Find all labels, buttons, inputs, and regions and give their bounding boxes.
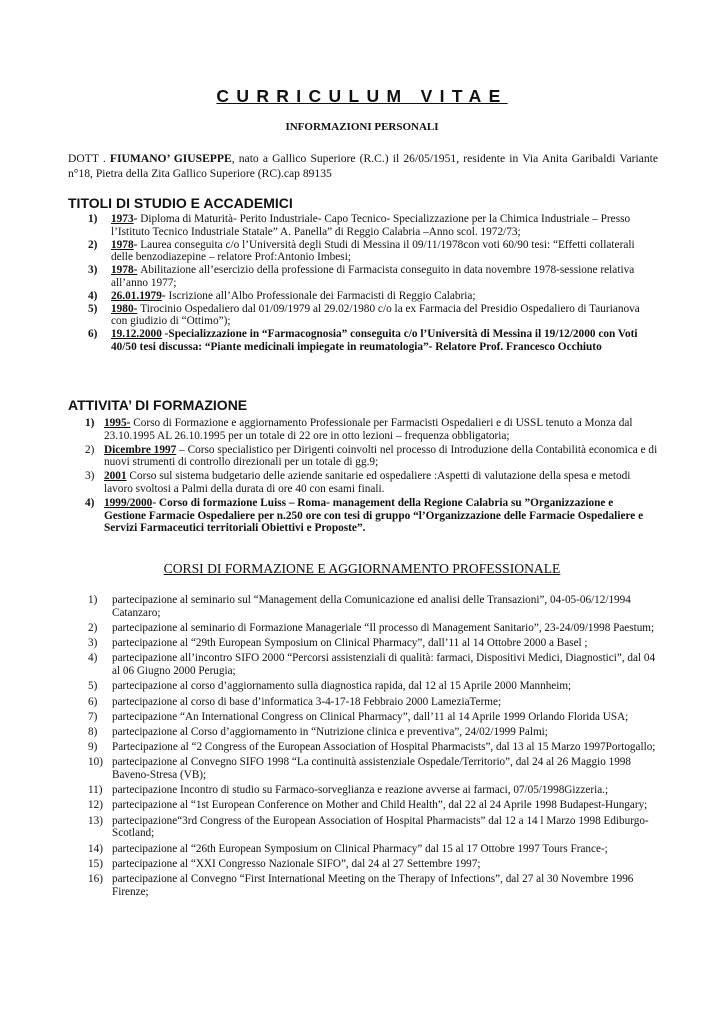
- item-date: Dicembre 1997: [104, 443, 177, 456]
- corsi-item: [88, 637, 658, 650]
- corsi-item: [88, 594, 658, 620]
- item-text: Iscrizione all’Albo Professionale dei Farmacisti di Reggio Calabria;: [168, 289, 476, 302]
- item-number: 5): [88, 302, 98, 315]
- item-text: partecipazione al seminario sul “Management della Comunicazione ed analisi delle Transazioni”, 04-05-06/12/1994 Catanzaro;: [112, 594, 631, 619]
- item-number: 10): [88, 756, 103, 769]
- item-text: Tirocinio Ospedaliero dal 01/09/1979 al 29.02/1980 c/o la ex Farmacia del Presidio Ospedaliero di Taurianova con giudizio di “Ottimo”);: [111, 302, 640, 328]
- item-text: partecipazione al Convegno SIFO 1998 “La continuità assistenziale Ospedale/Territorio”, dal 24 al 26 Maggio 1998 Baveno-Stresa (VB);: [112, 756, 631, 782]
- corsi-item: [88, 680, 658, 693]
- section-personal-info-title: INFORMAZIONI PERSONALI: [285, 121, 439, 133]
- item-text: partecipazione al “26th European Symposium on Clinical Pharmacy” dal 15 al 17 Ottobre 1997 Tours France-;: [112, 842, 608, 855]
- item-number: 6): [88, 328, 98, 341]
- item-text: partecipazione Incontro di studio su Farmaco-sorveglianza e reazione avverse ai farmaci, 07/05/1998Gizzeria.;: [112, 784, 609, 797]
- item-number: 2): [88, 238, 98, 251]
- item-text: partecipazione al corso di base d’informatica 3-4-17-18 Febbraio 2000 LameziaTerme;: [112, 695, 502, 708]
- item-number: 8): [88, 725, 98, 738]
- item-date: 1973: [111, 213, 134, 225]
- item-number: 9): [88, 741, 98, 754]
- item-number: 2): [85, 443, 95, 456]
- item-number: 7): [88, 710, 98, 723]
- item-number: 11): [88, 784, 103, 797]
- item-sep: -: [133, 213, 141, 225]
- attivita-item: [85, 470, 658, 496]
- corsi-item: [88, 858, 658, 871]
- corsi-item: [88, 815, 658, 841]
- item-date: 1999/2000: [104, 496, 153, 509]
- item-number: 6): [88, 695, 98, 708]
- titoli-item: [88, 303, 658, 328]
- corsi-item: [88, 756, 658, 782]
- item-number: 13): [88, 814, 103, 827]
- heading-corsi: CORSI DI FORMAZIONE E AGGIORNAMENTO PROFESSIONALE: [163, 561, 561, 576]
- corsi-list: [88, 594, 658, 901]
- item-text: partecipazione al “XXI Congresso Nazionale SIFO”, dal 24 al 27 Settembre 1997;: [112, 857, 481, 870]
- item-number: 1): [88, 594, 98, 606]
- document-title: CURRICULUM VITAE: [216, 86, 508, 106]
- item-date: 26.01.1979: [111, 289, 162, 302]
- corsi-item: [88, 711, 658, 724]
- item-text: Laurea conseguita c/o l’Università degli Studi di Messina il 09/11/1978con voti 60/90 tesi: “Effetti collaterali delle benzodiazepine – relatore Prof:Antonio Imbesi;: [111, 238, 635, 264]
- item-number: 1): [88, 213, 98, 225]
- item-number: 3): [85, 470, 95, 483]
- item-date: 1980-: [111, 302, 138, 315]
- item-text: partecipazione “An International Congress on Clinical Pharmacy”, dall’11 al 14 Aprile 1999 Orlando Florida USA;: [112, 710, 629, 723]
- item-sep: -: [133, 238, 141, 251]
- item-text: partecipazione al “1st European Conference on Mother and Child Health”, dal 22 al 24 Aprile 1998 Budapest-Hungary;: [112, 799, 648, 812]
- item-date: 2001: [104, 470, 127, 483]
- item-text: partecipazione all’incontro SIFO 2000 “Percorsi assistenziali di qualità: farmaci, Dispositivi Medici, Diagnostici”, dal 04 al 06 Giugno 2000 Perugia;: [112, 652, 656, 678]
- corsi-item: [88, 726, 658, 739]
- item-text: partecipazione al corso d’aggiornamento sulla diagnostica rapida, dal 12 al 15 Aprile 2000 Mannheim;: [112, 680, 572, 693]
- attivita-item: [85, 497, 658, 535]
- item-date: 1978: [111, 238, 134, 251]
- titoli-item: [88, 213, 658, 238]
- item-date: 1995-: [104, 417, 131, 429]
- item-number: 2): [88, 621, 98, 634]
- item-text: partecipazione al Corso d’aggiornamento in “Nutrizione clinica e preventiva”, 24/02/1999 Palmi;: [112, 725, 548, 738]
- attivita-list: [85, 417, 658, 536]
- attivita-item: [85, 444, 658, 470]
- heading-titoli: TITOLI DI STUDIO E ACCADEMICI: [68, 195, 293, 211]
- item-number: 4): [88, 652, 98, 665]
- corsi-item: [88, 741, 658, 754]
- corsi-item: [88, 696, 658, 709]
- item-number: 3): [88, 637, 98, 650]
- item-number: 14): [88, 842, 103, 855]
- item-text: Corso sul sistema budgetario delle aziende sanitarie ed ospedaliere :Aspetti di valutazione della spesa e metodi lavoro svoltosi a Palmi della durata di ore 40 con esami finali.: [104, 470, 631, 495]
- item-number: 4): [88, 289, 98, 302]
- item-number: 1): [85, 417, 95, 429]
- corsi-item: [88, 843, 658, 856]
- personal-info-paragraph: [68, 152, 658, 181]
- corsi-item: [88, 784, 658, 797]
- personal-prefix: DOTT .: [68, 152, 110, 165]
- item-text: -Specializzazione in “Farmacognosia” conseguita c/o l’Università di Messina il 19/12/2000 con Voti 40/50 tesi discussa: “Piante medicinali impiegate in reumatologia”- Relatore Prof. Francesco Occhiuto: [111, 328, 638, 353]
- item-number: 3): [88, 264, 98, 277]
- item-number: 4): [85, 496, 95, 509]
- titoli-item: [88, 239, 658, 264]
- item-number: 15): [88, 857, 103, 870]
- item-text: Corso di Formazione e aggiornamento Professionale per Farmacisti Ospedalieri e di USSL tenuto a Monza dal 23.10.1995 AL 26.10.1995 per un totale di 22 ore in otto lezioni – frequenza obbligatoria;: [104, 417, 633, 442]
- item-sep: -: [161, 289, 169, 302]
- corsi-item: [88, 622, 658, 635]
- personal-details: , nato a Gallico Superiore (R.C.) il 26/05/1951, residente in Via Anita Garibaldi Variante n°18, Pietra della Zita Gallico Superiore (RC).cap 89135: [68, 152, 658, 180]
- item-number: 12): [88, 799, 103, 812]
- item-text: Abilitazione all’esercizio della professione di Farmacista conseguito in data novembre 1978-sessione relativa all’anno 1977;: [111, 264, 635, 289]
- item-text: – Corso specialistico per Dirigenti coinvolti nel processo di Introduzione della Contabilità economica e di nuovi strumenti di controllo direzionali per un totale di gg.9;: [104, 443, 658, 469]
- item-date: 19.12.2000: [111, 328, 162, 341]
- item-text: - Corso di formazione Luiss – Roma- management della Regione Calabria su ”Organizzazione e Gestione Farmacie Ospedaliere per n.250 ore con tesi di gruppo “l’Organizzazione delle Farmacie Ospedaliere e Servizi Farmaceutici territoriali Obiettivi e Proposte”.: [104, 496, 644, 535]
- item-text: Partecipazione al “2 Congress of the European Association of Hospital Pharmacists”, dal 13 al 15 Marzo 1997Portogallo;: [112, 741, 656, 754]
- titoli-item: [88, 328, 658, 353]
- personal-name: FIUMANO’ GIUSEPPE: [109, 152, 232, 165]
- titoli-item: [88, 290, 658, 303]
- item-text: Diploma di Maturità- Perito Industriale- Capo Tecnico- Specializzazione per la Chimica Industriale – Presso l’Istituto Tecnico Industriale Statale” A. Panella” di Reggio Calabria –Anno scol. 1972/73;: [111, 213, 631, 238]
- item-number: 16): [88, 873, 103, 885]
- heading-attivita: ATTIVITA’ DI FORMAZIONE: [68, 397, 248, 413]
- item-text: partecipazione al “29th European Symposium on Clinical Pharmacy”, dall’11 al 14 Ottobre 2000 a Basel ;: [112, 637, 588, 650]
- titoli-item: [88, 264, 658, 289]
- item-date: 1978-: [111, 264, 138, 277]
- corsi-item: [88, 799, 658, 812]
- item-text: partecipazione“3rd Congress of the European Association of Hospital Pharmacists” dal 12 a 14 l Marzo 1998 Ediburgo- Scotland;: [112, 814, 649, 840]
- titoli-list: [88, 213, 658, 354]
- corsi-item: [88, 873, 658, 899]
- item-number: 5): [88, 680, 98, 693]
- item-text: partecipazione al seminario di Formazione Manageriale “Il processo di Management Sanitario”, 23-24/09/1998 Paestum;: [112, 621, 655, 634]
- item-text: partecipazione al Convegno “First International Meeting on the Therapy of Infections”, dal 27 al 30 Novembre 1996 Firenze;: [112, 873, 634, 898]
- corsi-item: [88, 652, 658, 678]
- attivita-item: [85, 417, 658, 443]
